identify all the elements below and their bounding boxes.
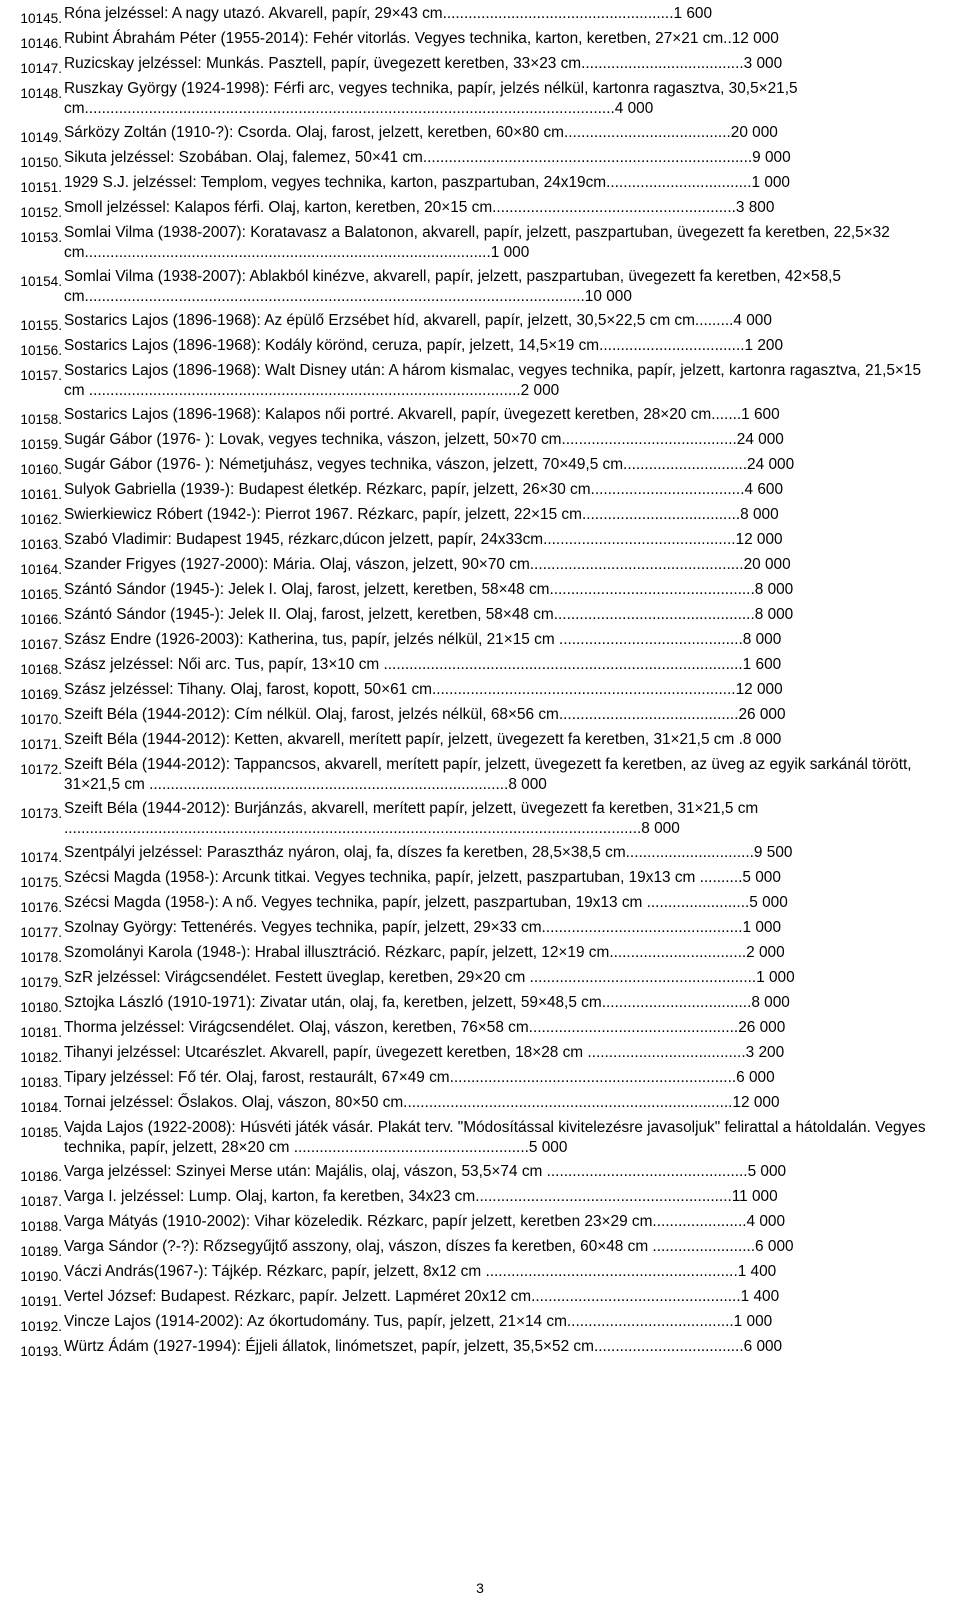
list-item	[0, 148, 960, 173]
item-number: 10173.	[20, 806, 62, 821]
item-number: 10150.	[20, 155, 62, 170]
item-description: Somlai Vilma (1938-2007): Ablakból kinézve, akvarell, papír, jelzett, paszpartuban, üvegezett fa keretben, 42×58,5 cm.....................................................................................................................10 000	[64, 268, 841, 305]
list-item	[0, 54, 960, 79]
item-number: 10172.	[20, 762, 62, 777]
item-number: 10179.	[20, 975, 62, 990]
list-item	[0, 79, 960, 123]
list-item	[0, 311, 960, 336]
list-item	[0, 993, 960, 1018]
item-number: 10177.	[20, 925, 62, 940]
auction-item-list	[0, 4, 960, 1362]
item-description: Varga Mátyás (1910-2002): Vihar közeledik. Rézkarc, papír jelzett, keretben 23×29 cm......................4 000	[64, 1213, 786, 1230]
list-item	[0, 943, 960, 968]
item-description: Smoll jelzéssel: Kalapos férfi. Olaj, karton, keretben, 20×15 cm.........................................................3 800	[64, 199, 775, 216]
item-description: Rubint Ábrahám Péter (1955-2014): Fehér vitorlás. Vegyes technika, karton, keretben, 27×21 cm..12 000	[64, 30, 779, 47]
item-description: Szeift Béla (1944-2012): Tappancsos, akvarell, merített papír, jelzett, üvegezett fa keretben, az üveg az egyik sarkánál törött, 31×21,5 cm ....................................................................................8 000	[64, 756, 912, 793]
item-description: Szomolányi Karola (1948-): Hrabal illusztráció. Rézkarc, papír, jelzett, 12×19 cm................................2 000	[64, 944, 785, 961]
item-number: 10153.	[20, 230, 62, 245]
list-item	[0, 336, 960, 361]
item-description: Szeift Béla (1944-2012): Burjánzás, akvarell, merített papír, jelzett, üvegezett fa keretben, 31×21,5 cm .......................................................................................................................................8 000	[64, 800, 759, 837]
item-description: Sugár Gábor (1976- ): Németjuhász, vegyes technika, vászon, jelzett, 70×49,5 cm.............................24 000	[64, 456, 795, 473]
item-description: Váczi András(1967-): Tájkép. Rézkarc, papír, jelzett, 8x12 cm ...........................................................1 400	[64, 1263, 777, 1280]
item-description: Varga I. jelzéssel: Lump. Olaj, karton, fa keretben, 34x23 cm............................................................11 000	[64, 1188, 778, 1205]
list-item	[0, 755, 960, 799]
list-item	[0, 580, 960, 605]
item-number: 10176.	[20, 900, 62, 915]
item-number: 10149.	[20, 130, 62, 145]
list-item	[0, 267, 960, 311]
item-number: 10193.	[20, 1344, 62, 1359]
list-item	[0, 430, 960, 455]
item-description: Szentpályi jelzéssel: Parasztház nyáron, olaj, fa, díszes fa keretben, 28,5×38,5 cm..............................9 500	[64, 844, 793, 861]
list-item	[0, 1262, 960, 1287]
list-item	[0, 1018, 960, 1043]
item-description: Somlai Vilma (1938-2007): Koratavasz a Balatonon, akvarell, papír, jelzett, paszpartuban, üvegezett fa keretben, 22,5×32 cm...............................................................................................1 000	[64, 224, 890, 261]
item-number: 10178.	[20, 950, 62, 965]
item-description: Tipary jelzéssel: Fő tér. Olaj, farost, restaurált, 67×49 cm...................................................................6 000	[64, 1069, 775, 1086]
item-description: Sostarics Lajos (1896-1968): Walt Disney után: A három kismalac, vegyes technika, papír, jelzett, kartonra ragasztva, 21,5×15 cm .....................................................................................................2 000	[64, 362, 922, 399]
item-number: 10161.	[20, 487, 62, 502]
item-description: Szeift Béla (1944-2012): Ketten, akvarell, merített papír, jelzett, üvegezett fa keretben, 31×21,5 cm .8 000	[64, 731, 782, 748]
item-number: 10162.	[20, 512, 62, 527]
item-description: Szabó Vladimir: Budapest 1945, rézkarc,dúcon jelzett, papír, 24x33cm.............................................12 000	[64, 531, 783, 548]
item-number: 10192.	[20, 1319, 62, 1334]
list-item	[0, 1187, 960, 1212]
item-number: 10155.	[20, 318, 62, 333]
item-description: Sztojka László (1910-1971): Zivatar után, olaj, fa, keretben, jelzett, 59×48,5 cm...................................8 000	[64, 994, 790, 1011]
item-number: 10175.	[20, 875, 62, 890]
item-description: Szolnay György: Tettenérés. Vegyes technika, papír, jelzett, 29×33 cm...............................................1 000	[64, 919, 782, 936]
item-description: Sostarics Lajos (1896-1968): Kodály körönd, ceruza, papír, jelzett, 14,5×19 cm..................................1 200	[64, 337, 784, 354]
item-description: SzR jelzéssel: Virágcsendélet. Festett üveglap, keretben, 29×20 cm .....................................................1 000	[64, 969, 795, 986]
item-description: Vertel József: Budapest. Rézkarc, papír. Jelzett. Lapméret 20x12 cm.................................................1 400	[64, 1288, 780, 1305]
item-number: 10189.	[20, 1244, 62, 1259]
list-item	[0, 1237, 960, 1262]
list-item	[0, 480, 960, 505]
item-description: 1929 S.J. jelzéssel: Templom, vegyes technika, karton, paszpartuban, 24x19cm..................................1 000	[64, 174, 790, 191]
item-description: Róna jelzéssel: A nagy utazó. Akvarell, papír, 29×43 cm......................................................1 600	[64, 5, 712, 22]
list-item	[0, 1212, 960, 1237]
list-item	[0, 1118, 960, 1162]
item-description: Szeift Béla (1944-2012): Cím nélkül. Olaj, farost, jelzés nélkül, 68×56 cm..........................................26 000	[64, 706, 786, 723]
list-item	[0, 173, 960, 198]
item-description: Sostarics Lajos (1896-1968): Kalapos női portré. Akvarell, papír, üvegezett keretben, 28×20 cm.......1 600	[64, 406, 780, 423]
list-item	[0, 223, 960, 267]
list-item	[0, 605, 960, 630]
list-item	[0, 29, 960, 54]
list-item	[0, 799, 960, 843]
item-number: 10180.	[20, 1000, 62, 1015]
list-item	[0, 405, 960, 430]
item-description: Sikuta jelzéssel: Szobában. Olaj, falemez, 50×41 cm.............................................................................9 000	[64, 149, 791, 166]
item-description: Sostarics Lajos (1896-1968): Az épülő Erzsébet híd, akvarell, papír, jelzett, 30,5×22,5 cm cm.........4 000	[64, 312, 772, 329]
list-item	[0, 655, 960, 680]
list-item	[0, 361, 960, 405]
item-number: 10151.	[20, 180, 62, 195]
item-description: Sárközy Zoltán (1910-?): Csorda. Olaj, farost, jelzett, keretben, 60×80 cm.......................................20 000	[64, 124, 778, 141]
item-number: 10186.	[20, 1169, 62, 1184]
item-description: Vincze Lajos (1914-2002): Az ókortudomány. Tus, papír, jelzett, 21×14 cm.......................................1 000	[64, 1313, 773, 1330]
item-number: 10182.	[20, 1050, 62, 1065]
list-item	[0, 705, 960, 730]
item-number: 10157.	[20, 368, 62, 383]
item-number: 10148.	[20, 86, 62, 101]
item-number: 10191.	[20, 1294, 62, 1309]
item-description: Szász Endre (1926-2003): Katherina, tus, papír, jelzés nélkül, 21×15 cm ...........................................8 000	[64, 631, 782, 648]
item-description: Szántó Sándor (1945-): Jelek I. Olaj, farost, jelzett, keretben, 58×48 cm................................................8 000	[64, 581, 794, 598]
item-description: Szécsi Magda (1958-): A nő. Vegyes technika, papír, jelzett, paszpartuban, 19x13 cm ........................5 000	[64, 894, 788, 911]
item-number: 10187.	[20, 1194, 62, 1209]
list-item	[0, 123, 960, 148]
item-number: 10185.	[20, 1125, 62, 1140]
item-description: Szász jelzéssel: Tihany. Olaj, farost, kopott, 50×61 cm.......................................................................12 000	[64, 681, 783, 698]
list-item	[0, 630, 960, 655]
item-description: Swierkiewicz Róbert (1942-): Pierrot 1967. Rézkarc, papír, jelzett, 22×15 cm.....................................8 000	[64, 506, 779, 523]
item-number: 10156.	[20, 343, 62, 358]
list-item	[0, 868, 960, 893]
list-item	[0, 4, 960, 29]
list-item	[0, 680, 960, 705]
list-item	[0, 730, 960, 755]
item-number: 10181.	[20, 1025, 62, 1040]
item-number: 10190.	[20, 1269, 62, 1284]
item-number: 10170.	[20, 712, 62, 727]
item-description: Ruszkay György (1924-1998): Férfi arc, vegyes technika, papír, jelzés nélkül, kartonra ragasztva, 30,5×21,5 cm............................................................................................................................4 000	[64, 80, 798, 117]
item-number: 10145.	[20, 11, 62, 26]
list-item	[0, 1287, 960, 1312]
item-number: 10188.	[20, 1219, 62, 1234]
item-description: Varga Sándor (?-?): Rőzsegyűjtő asszony, olaj, vászon, díszes fa keretben, 60×48 cm ........................6 000	[64, 1238, 794, 1255]
item-description: Szander Frigyes (1927-2000): Mária. Olaj, vászon, jelzett, 90×70 cm..................................................20 000	[64, 556, 791, 573]
list-item	[0, 1043, 960, 1068]
item-description: Sulyok Gabriella (1939-): Budapest életkép. Rézkarc, papír, jelzett, 26×30 cm....................................4 600	[64, 481, 784, 498]
item-description: Varga jelzéssel: Szinyei Merse után: Majális, olaj, vászon, 53,5×74 cm ...............................................5 000	[64, 1163, 787, 1180]
list-item	[0, 968, 960, 993]
item-description: Würtz Ádám (1927-1994): Éjjeli állatok, linómetszet, papír, jelzett, 35,5×52 cm...................................6 000	[64, 1338, 783, 1355]
item-number: 10168.	[20, 662, 62, 677]
item-number: 10184.	[20, 1100, 62, 1115]
item-number: 10169.	[20, 687, 62, 702]
list-item	[0, 198, 960, 223]
list-item	[0, 918, 960, 943]
item-number: 10146.	[20, 36, 62, 51]
list-item	[0, 843, 960, 868]
item-number: 10174.	[20, 850, 62, 865]
item-number: 10183.	[20, 1075, 62, 1090]
item-number: 10154.	[20, 274, 62, 289]
item-number: 10160.	[20, 462, 62, 477]
list-item	[0, 530, 960, 555]
item-description: Sugár Gábor (1976- ): Lovak, vegyes technika, vászon, jelzett, 50×70 cm.........................................24 000	[64, 431, 784, 448]
list-item	[0, 1337, 960, 1362]
item-number: 10147.	[20, 61, 62, 76]
list-item	[0, 555, 960, 580]
item-number: 10166.	[20, 612, 62, 627]
item-description: Szántó Sándor (1945-): Jelek II. Olaj, farost, jelzett, keretben, 58×48 cm...............................................8 000	[64, 606, 794, 623]
item-number: 10152.	[20, 205, 62, 220]
page-number: 3	[476, 1580, 484, 1596]
item-number: 10167.	[20, 637, 62, 652]
item-description: Szász jelzéssel: Női arc. Tus, papír, 13×10 cm ....................................................................................1 600	[64, 656, 782, 673]
item-description: Thorma jelzéssel: Virágcsendélet. Olaj, vászon, keretben, 76×58 cm.................................................26 000	[64, 1019, 786, 1036]
item-description: Tornai jelzéssel: Őslakos. Olaj, vászon, 80×50 cm.............................................................................12 000	[64, 1094, 780, 1111]
item-description: Ruzicskay jelzéssel: Munkás. Pasztell, papír, üvegezett keretben, 33×23 cm......................................3 000	[64, 55, 783, 72]
list-item	[0, 1312, 960, 1337]
item-number: 10164.	[20, 562, 62, 577]
list-item	[0, 1068, 960, 1093]
item-number: 10163.	[20, 537, 62, 552]
item-description: Szécsi Magda (1958-): Arcunk titkai. Vegyes technika, papír, jelzett, paszpartuban, 19x13 cm ..........5 000	[64, 869, 781, 886]
item-number: 10159.	[20, 437, 62, 452]
list-item	[0, 505, 960, 530]
list-item	[0, 1162, 960, 1187]
list-item	[0, 1093, 960, 1118]
item-number: 10171.	[20, 737, 62, 752]
list-item	[0, 455, 960, 480]
item-description: Tihanyi jelzéssel: Utcarészlet. Akvarell, papír, üvegezett keretben, 18×28 cm .....................................3 200	[64, 1044, 785, 1061]
list-item	[0, 893, 960, 918]
item-number: 10165.	[20, 587, 62, 602]
item-number: 10158.	[20, 412, 62, 427]
item-description: Vajda Lajos (1922-2008): Húsvéti játék vásár. Plakát terv. "Módosítással kivitelezésre javasoljuk" felirattal a hátoldalán. Vegyes technika, papír, jelzett, 28×20 cm .......................................................5 000	[64, 1119, 926, 1156]
